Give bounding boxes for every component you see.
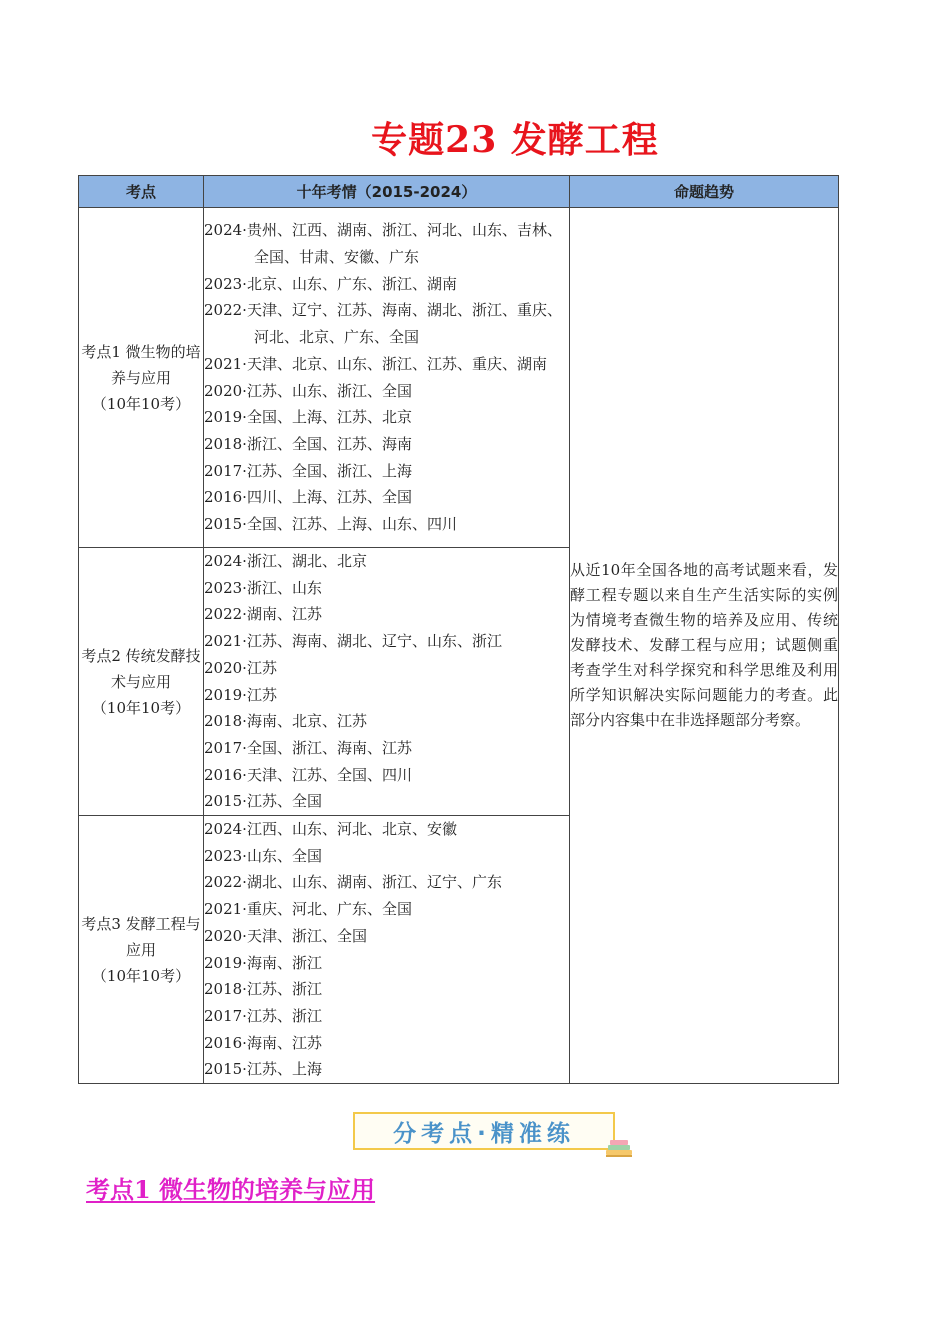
topic-count: （10年10考） (91, 698, 191, 717)
books-icon (604, 1137, 634, 1159)
year-line: 2021·江苏、海南、湖北、辽宁、山东、浙江 (204, 632, 502, 651)
section-banner: 分考点·精准练 (353, 1112, 615, 1150)
years-cell (204, 816, 570, 1084)
year-line: 2016·天津、江苏、全国、四川 (204, 765, 412, 784)
topic-name: 考点3 发酵工程与应用 (81, 914, 201, 959)
header-trend: 命题趋势 (570, 176, 839, 208)
year-line: 2017·江苏、全国、浙江、上海 (204, 461, 412, 480)
year-line: 2022·天津、辽宁、江苏、海南、湖北、浙江、重庆、河北、北京、广东、全国 (204, 301, 562, 347)
year-line: 2023·浙江、山东 (204, 578, 322, 597)
year-line: 2022·湖南、江苏 (204, 605, 322, 624)
topic-name: 考点2 传统发酵技术与应用 (81, 646, 201, 691)
section-title: 考点1 微生物的培养与应用 (86, 1175, 376, 1204)
exam-summary-table (78, 175, 839, 1084)
table-header-row (79, 176, 839, 208)
year-line: 2023·山东、全国 (204, 846, 322, 865)
year-line: 2016·四川、上海、江苏、全国 (204, 488, 412, 507)
year-line: 2022·湖北、山东、湖南、浙江、辽宁、广东 (204, 873, 502, 892)
year-line: 2018·江苏、浙江 (204, 980, 322, 999)
topic-cell (79, 208, 204, 548)
header-topic: 考点 (79, 176, 204, 208)
year-line: 2020·天津、浙江、全国 (204, 926, 367, 945)
year-line: 2024·浙江、湖北、北京 (204, 552, 367, 570)
year-line: 2016·海南、江苏 (204, 1033, 322, 1052)
header-years: 十年考情（2015-2024） (204, 176, 570, 208)
year-line: 2019·江苏 (204, 685, 277, 704)
years-cell (204, 548, 570, 816)
topic-count: （10年10考） (91, 394, 191, 413)
year-line: 2015·全国、江苏、上海、山东、四川 (204, 515, 457, 534)
topic-name: 考点1 微生物的培养与应用 (81, 342, 201, 387)
year-line: 2021·天津、北京、山东、浙江、江苏、重庆、湖南 (204, 354, 547, 373)
year-line: 2018·海南、北京、江苏 (204, 712, 367, 731)
year-line: 2017·全国、浙江、海南、江苏 (204, 738, 412, 757)
page-title: 专题23 发酵工程 (371, 119, 659, 161)
year-line: 2019·全国、上海、江苏、北京 (204, 408, 412, 427)
topic-cell (79, 816, 204, 1084)
trend-cell: 从近10年全国各地的高考试题来看，发酵工程专题以来自生产生活实际的实例为情境考查微生物的培养及应用、传统发酵技术、发酵工程与应用；试题侧重考查学生对科学探究和科学思维及利用所学知识解决实际问题能力的考查。此部分内容集中在非选择题部分考察。 (570, 208, 839, 1084)
year-line: 2021·重庆、河北、广东、全国 (204, 900, 412, 919)
topic-count: （10年10考） (91, 966, 191, 985)
year-line: 2020·江苏 (204, 658, 277, 677)
year-line: 2018·浙江、全国、江苏、海南 (204, 434, 412, 453)
year-line: 2019·海南、浙江 (204, 953, 322, 972)
year-line: 2015·江苏、上海 (204, 1060, 322, 1079)
year-line: 2017·江苏、浙江 (204, 1006, 322, 1025)
year-line: 2015·江苏、全国 (204, 792, 322, 811)
years-cell (204, 208, 570, 548)
topic-cell (79, 548, 204, 816)
year-line: 2024·贵州、江西、湖南、浙江、河北、山东、吉林、全国、甘肃、安徽、广东 (204, 221, 562, 266)
table-row (79, 208, 839, 548)
year-line: 2024·江西、山东、河北、北京、安徽 (204, 820, 457, 839)
year-line: 2023·北京、山东、广东、浙江、湖南 (204, 274, 457, 293)
year-line: 2020·江苏、山东、浙江、全国 (204, 381, 412, 400)
